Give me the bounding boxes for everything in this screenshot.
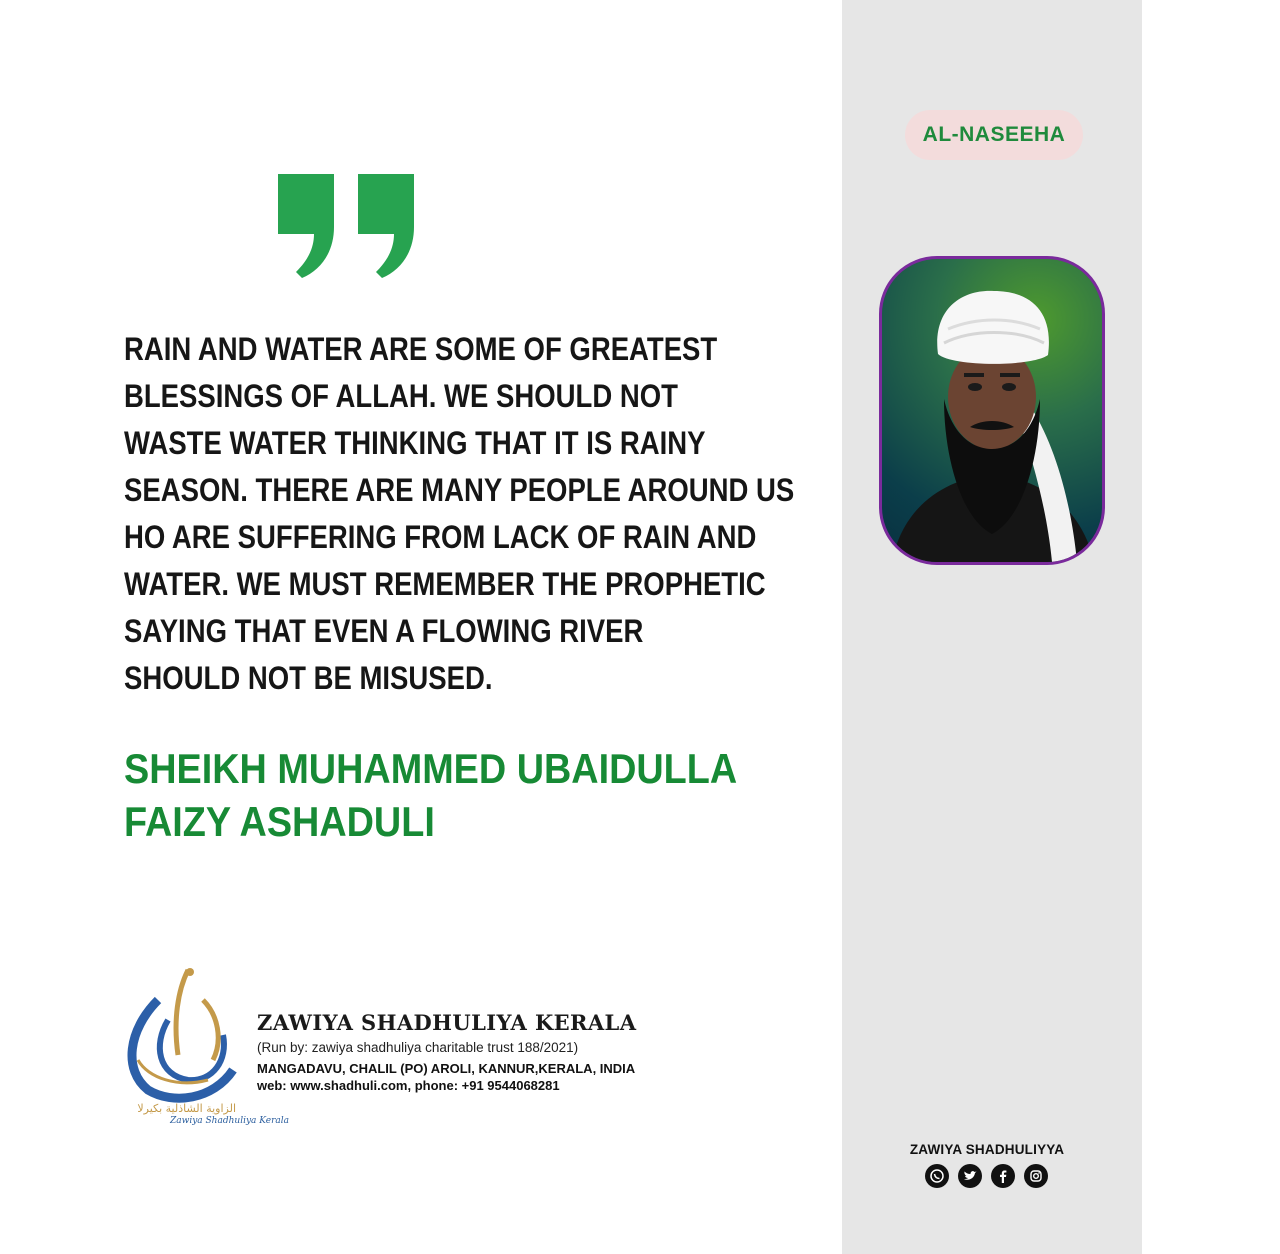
quote-line: RAIN AND WATER ARE SOME OF GREATEST [124,331,718,367]
quote-line: SEASON. THERE ARE MANY PEOPLE AROUND US [124,472,795,508]
quote-line: SAYING THAT EVEN A FLOWING RIVER [124,613,644,649]
right-side-panel [842,0,1142,1254]
series-badge: AL-NASEEHA [905,110,1083,160]
logo-caption: Zawiya Shadhuliya Kerala [170,1116,289,1126]
quote-mark-icon [276,172,418,280]
organization-name: ZAWIYA SHADHULIYA KERALA [257,1010,637,1035]
quote-text [124,326,795,702]
facebook-icon[interactable] [991,1164,1015,1188]
social-icons [925,1164,1048,1188]
quote-line: WATER. WE MUST REMEMBER THE PROPHETIC [124,566,766,602]
twitter-icon[interactable] [958,1164,982,1188]
quote-line: WASTE WATER THINKING THAT IT IS RAINY [124,425,706,461]
instagram-icon[interactable] [1024,1164,1048,1188]
author-line: FAIZY ASHADULI [124,798,435,845]
whatsapp-icon[interactable] [925,1164,949,1188]
organization-web-phone: web: www.shadhuli.com, phone: +91 9544068281 [257,1078,560,1093]
organization-address: MANGADAVU, CHALIL (PO) AROLI, KANNUR,KERALA, INDIA [257,1061,636,1076]
portrait-illustration [882,259,1102,562]
speaker-portrait [879,256,1105,565]
organization-run-by: (Run by: zawiya shadhuliya charitable trust 188/2021) [257,1040,579,1055]
quote-line: HO ARE SUFFERING FROM LACK OF RAIN AND [124,519,757,555]
author-line: SHEIKH MUHAMMED UBAIDULLA [124,745,738,792]
author-name [124,742,737,848]
quote-line: BLESSINGS OF ALLAH. WE SHOULD NOT [124,378,678,414]
quote-line: SHOULD NOT BE MISUSED. [124,660,493,696]
social-title: ZAWIYA SHADHULIYYA [909,1142,1065,1157]
zawiya-logo [118,960,248,1120]
logo-arabic-text: الزاوية الشاذلية بكيرلا [137,1102,236,1115]
